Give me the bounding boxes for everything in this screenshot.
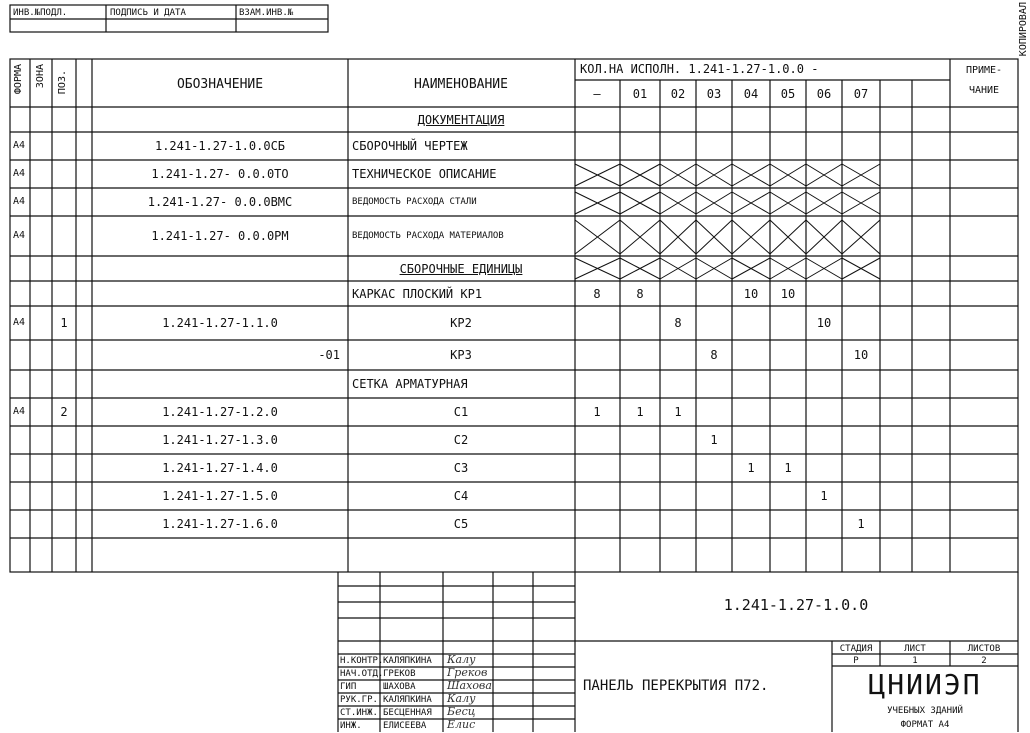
header-kol-title: КОЛ.НА ИСПОЛН. 1.241-1.27-1.0.0 -: [580, 62, 819, 76]
signer-name: КАЛЯПКИНА: [383, 695, 432, 705]
row-qty: 1: [710, 433, 718, 447]
listov-value: 2: [981, 656, 987, 666]
stamp-podpis-data: ПОДПИСЬ И ДАТА: [110, 8, 186, 18]
list-value: 1: [912, 656, 918, 666]
signer-name: ГРЕКОВ: [383, 669, 416, 679]
row-forma: А4: [13, 406, 26, 417]
row-qty: 1: [820, 489, 828, 503]
row-poz: 1: [60, 316, 68, 330]
row-naimenovanie: КР3: [450, 348, 472, 362]
exec-header-4: 04: [743, 87, 759, 101]
signer-name: ШАХОВА: [383, 682, 416, 692]
row-qty: 8: [636, 286, 644, 301]
header-prim-1: ПРИМЕ-: [965, 65, 1003, 76]
row-qty: 10: [816, 316, 832, 330]
format-label: ФОРМАТ А4: [900, 720, 950, 730]
row-naimenovanie: СБОРОЧНЫЙ ЧЕРТЕЖ: [352, 139, 468, 153]
stadia-value: Р: [853, 656, 859, 666]
signer-role: Н.КОНТР.: [340, 656, 384, 666]
stamp-vzam-inv: ВЗАМ.ИНВ.№: [239, 8, 294, 18]
row-qty: 10: [853, 348, 869, 362]
exec-header-7: 07: [853, 87, 869, 101]
header-forma: ФОРМА: [13, 64, 24, 95]
header-prim-2: ЧАНИЕ: [968, 85, 1000, 96]
exec-header-2: 02: [670, 87, 686, 101]
row-naimenovanie: СЕТКА АРМАТУРНАЯ: [352, 377, 468, 391]
signature: Шахова: [447, 679, 492, 692]
signature: Калу: [447, 653, 476, 666]
stamp-inv-podl: ИНВ.№ПОДЛ.: [13, 8, 68, 18]
row-qty: 1: [747, 461, 755, 475]
row-qty: 8: [710, 348, 718, 362]
row-forma: А4: [13, 317, 26, 328]
row-naimenovanie: КАРКАС ПЛОСКИЙ КР1: [352, 286, 483, 301]
row-naimenovanie: ВЕДОМОСТЬ РАСХОДА МАТЕРИАЛОВ: [352, 231, 504, 241]
row-oboznachenie: 1.241-1.27-1.4.0: [162, 461, 278, 475]
row-poz: 2: [60, 405, 68, 419]
row-forma: А4: [13, 196, 26, 207]
row-naimenovanie: С2: [453, 433, 469, 447]
row-forma: А4: [13, 140, 26, 151]
row-oboznachenie: 1.241-1.27-1.6.0: [162, 517, 278, 531]
row-qty: 1: [636, 405, 644, 419]
signature: Калу: [447, 692, 476, 705]
row-qty: 1: [593, 405, 601, 419]
signature: Греков: [447, 666, 488, 679]
row-section-heading: СБОРОЧНЫЕ ЕДИНИЦЫ: [399, 261, 523, 276]
header-poz: ПОЗ.: [57, 70, 68, 95]
signer-role: ИНЖ.: [340, 721, 362, 731]
signer-name: ЕЛИСЕЕВА: [383, 721, 427, 731]
exec-header-5: 05: [780, 87, 796, 101]
header-naimenovanie: НАИМЕНОВАНИЕ: [414, 77, 508, 92]
signer-role: РУК.ГР.: [340, 695, 378, 705]
row-naimenovanie: С3: [453, 461, 469, 475]
row-section-heading: ДОКУМЕНТАЦИЯ: [417, 112, 505, 127]
list-label: ЛИСТ: [904, 644, 926, 654]
row-qty: 8: [674, 316, 682, 330]
row-oboznachenie: 1.241-1.27- 0.0.0ТО: [151, 167, 289, 181]
listov-label: ЛИСТОВ: [967, 644, 1001, 654]
row-oboznachenie: -01: [318, 348, 340, 362]
row-qty: 1: [857, 517, 865, 531]
row-oboznachenie: 1.241-1.27-1.5.0: [162, 489, 278, 503]
exec-header-3: 03: [706, 87, 722, 101]
signature: Елис: [447, 718, 476, 731]
header-zona: ЗОНА: [35, 64, 46, 89]
row-oboznachenie: 1.241-1.27- 0.0.0ВМС: [147, 195, 293, 209]
signature: Бесц: [447, 705, 476, 718]
doc-code: 1.241-1.27-1.0.0: [723, 596, 869, 614]
row-oboznachenie: 1.241-1.27-1.3.0: [162, 433, 278, 447]
stadia-label: СТАДИЯ: [839, 644, 873, 654]
signer-role: СТ.ИНЖ.: [340, 708, 378, 718]
row-oboznachenie: 1.241-1.27-1.2.0: [162, 405, 278, 419]
row-qty: 1: [784, 461, 792, 475]
org-name: ЦНИИЭП: [868, 668, 982, 701]
row-forma: А4: [13, 168, 26, 179]
row-naimenovanie: С5: [453, 517, 469, 531]
header-oboznachenie: ОБОЗНАЧЕНИЕ: [176, 77, 264, 92]
exec-header-6: 06: [816, 87, 832, 101]
signer-role: НАЧ.ОТД.: [340, 669, 384, 679]
row-qty: 10: [780, 286, 796, 301]
row-qty: 1: [674, 405, 682, 419]
row-forma: А4: [13, 230, 26, 241]
org-sub: УЧЕБНЫХ ЗДАНИЙ: [887, 706, 963, 716]
row-qty: 10: [743, 286, 759, 301]
signer-role: ГИП: [340, 682, 357, 692]
exec-header-0: —: [593, 87, 601, 101]
side-note: КОПИРОВАЛ: [1018, 2, 1029, 57]
row-qty: 8: [593, 286, 601, 301]
exec-header-1: 01: [632, 87, 648, 101]
signer-name: БЕСЦЕННАЯ: [383, 708, 432, 718]
row-naimenovanie: КР2: [450, 316, 472, 330]
row-oboznachenie: 1.241-1.27-1.0.0СБ: [154, 139, 286, 153]
row-naimenovanie: С1: [453, 405, 469, 419]
row-oboznachenie: 1.241-1.27- 0.0.0РМ: [151, 229, 289, 243]
signer-name: КАЛЯПКИНА: [383, 656, 432, 666]
row-naimenovanie: ВЕДОМОСТЬ РАСХОДА СТАЛИ: [352, 197, 477, 207]
row-naimenovanie: С4: [453, 489, 469, 503]
doc-title: ПАНЕЛЬ ПЕРЕКРЫТИЯ П72.: [583, 678, 769, 694]
row-oboznachenie: 1.241-1.27-1.1.0: [162, 316, 278, 330]
row-naimenovanie: ТЕХНИЧЕСКОЕ ОПИСАНИЕ: [352, 167, 497, 181]
